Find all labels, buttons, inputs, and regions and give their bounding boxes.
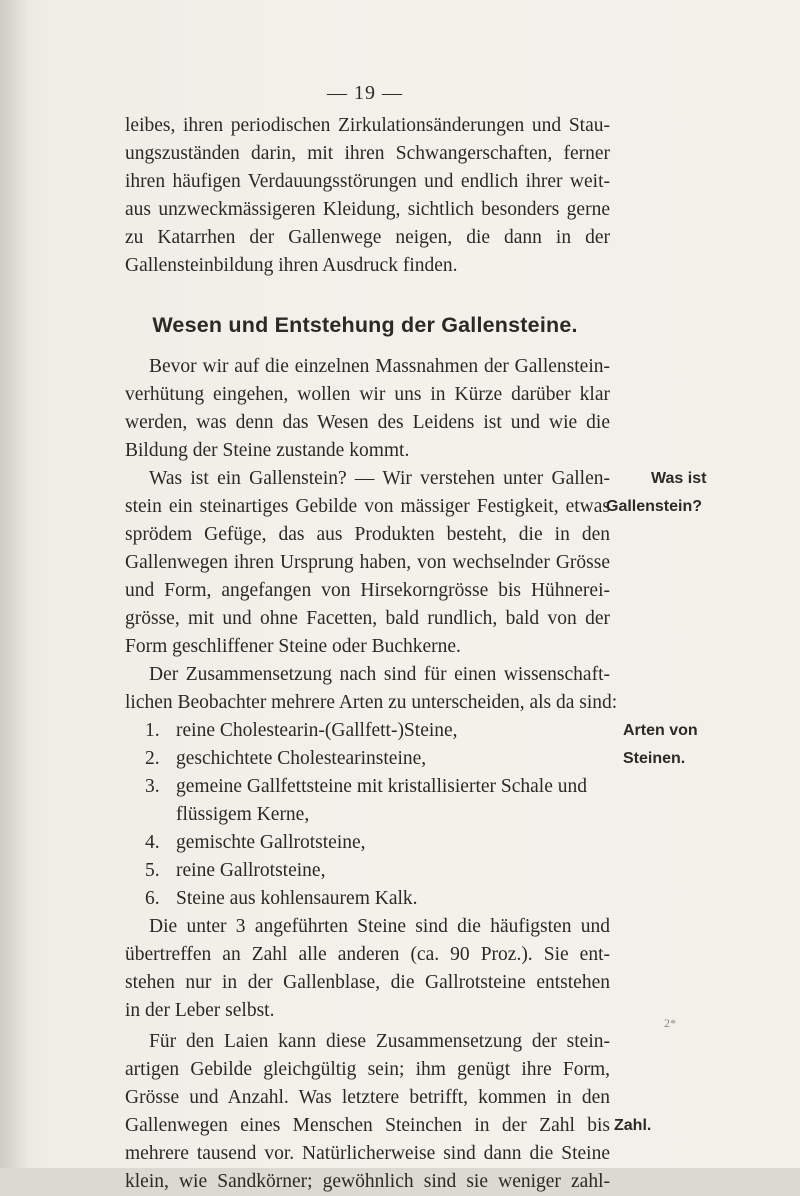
text-line: grösse, mit und ohne Facetten, bald rundlich, bald von der <box>125 608 610 629</box>
text-line: Gallenwegen ihren Ursprung haben, von wechselnder Grösse <box>125 552 610 573</box>
text-line: ungszuständen darin, mit ihren Schwangerschaften, ferner <box>125 143 610 164</box>
list-text: reine Cholestearin-(Gallfett-)Steine, <box>176 720 458 741</box>
paragraph-wesen <box>125 353 618 717</box>
list-text: gemischte Gallrotsteine, <box>176 832 366 853</box>
list-item <box>145 773 610 801</box>
list-number: 4. <box>145 832 160 853</box>
list-item <box>145 857 610 885</box>
page-gutter-shadow <box>0 0 28 1168</box>
margin-note-gallenstein: Gallenstein? <box>606 498 703 515</box>
list-text: reine Gallrotsteine, <box>176 860 326 881</box>
list-number: 5. <box>145 860 160 881</box>
signature-mark: 2* <box>664 1016 676 1030</box>
page-number: — 19 — <box>327 82 403 104</box>
text-line: leibes, ihren periodischen Zirkulationsänderungen und Stau- <box>125 115 610 136</box>
text-line: Bildung der Steine zustande kommt. <box>125 440 410 461</box>
text-line: Was ist ein Gallenstein? — Wir verstehen unter Gallen- <box>149 468 610 489</box>
text-line: sprödem Gefüge, das aus Produkten besteht, die in den <box>125 524 610 545</box>
margin-note-arten: Arten von <box>623 722 698 739</box>
list-number: 6. <box>145 888 160 909</box>
text-line: stein ein steinartiges Gebilde von mässiger Festigkeit, etwas <box>125 496 610 517</box>
paragraph-laien <box>125 1028 610 1196</box>
text-line: zu Katarrhen der Gallenwege neigen, die dann in der <box>125 227 610 248</box>
text-line: lichen Beobachter mehrere Arten zu unterscheiden, als da sind: <box>125 692 618 713</box>
margin-note-steinen: Steinen. <box>623 750 686 767</box>
text-line: und Form, angefangen von Hirsekorngrösse bis Hühnerei- <box>125 580 610 601</box>
text-line: Der Zusammensetzung nach sind für einen wissenschaft- <box>149 664 610 685</box>
list-number: 3. <box>145 776 160 797</box>
list-text: gemeine Gallfettsteine mit kristallisierter Schale und <box>176 776 587 797</box>
text-line: klein, wie Sandkörner; gewöhnlich sind sie weniger zahl- <box>125 1171 610 1192</box>
text-line: übertreffen an Zahl alle anderen (ca. 90 Proz.). Sie ent- <box>125 944 610 965</box>
text-line: Die unter 3 angeführten Steine sind die häufigsten und <box>149 916 610 937</box>
text-line: Bevor wir auf die einzelnen Massnahmen der Gallenstein- <box>149 356 610 377</box>
text-line: in der Leber selbst. <box>125 1000 275 1021</box>
section-heading: Wesen und Entstehung der Gallensteine. <box>152 313 578 337</box>
margin-note-was-ist: Was ist <box>651 470 707 487</box>
list-item <box>145 745 610 773</box>
list-number: 2. <box>145 748 160 769</box>
text-line: aus unzweckmässigeren Kleidung, sichtlich besonders gerne <box>125 199 610 220</box>
text-line: werden, was denn das Wesen des Leidens ist und wie die <box>125 412 610 433</box>
list-number: 1. <box>145 720 160 741</box>
text-line: verhütung eingehen, wollen wir uns in Kürze darüber klar <box>125 384 610 405</box>
text-line: Gallensteinbildung ihren Ausdruck finden. <box>125 255 458 276</box>
text-line: Grösse und Anzahl. Was letztere betrifft, kommen in den <box>125 1087 610 1108</box>
list-item <box>145 829 610 857</box>
list-item <box>145 885 610 913</box>
paragraph-haeufigkeit <box>125 913 610 1025</box>
text-line: stehen nur in der Gallenblase, die Gallrotsteine entstehen <box>125 972 610 993</box>
text-line: ihren häufigen Verdauungsstörungen und endlich ihrer weit- <box>125 171 610 192</box>
text-line: Für den Laien kann diese Zusammensetzung der stein- <box>149 1031 610 1052</box>
list-text: Steine aus kohlensaurem Kalk. <box>176 888 418 909</box>
stone-types-list <box>145 717 610 913</box>
list-text: flüssigem Kerne, <box>176 804 310 825</box>
list-text: geschichtete Cholestearinsteine, <box>176 748 427 769</box>
text-line: mehrere tausend vor. Natürlicherweise sind dann die Steine <box>125 1143 610 1164</box>
paragraph-intro-continuation <box>125 112 610 280</box>
margin-note-zahl: Zahl. <box>614 1117 652 1134</box>
text-line: artigen Gebilde gleichgültig sein; ihm genügt ihre Form, <box>125 1059 610 1080</box>
list-item <box>145 801 610 829</box>
text-line: Form geschliffener Steine oder Buchkerne. <box>125 636 461 657</box>
text-line: Gallenwegen eines Menschen Steinchen in der Zahl bis <box>125 1115 610 1136</box>
list-item <box>145 717 610 745</box>
